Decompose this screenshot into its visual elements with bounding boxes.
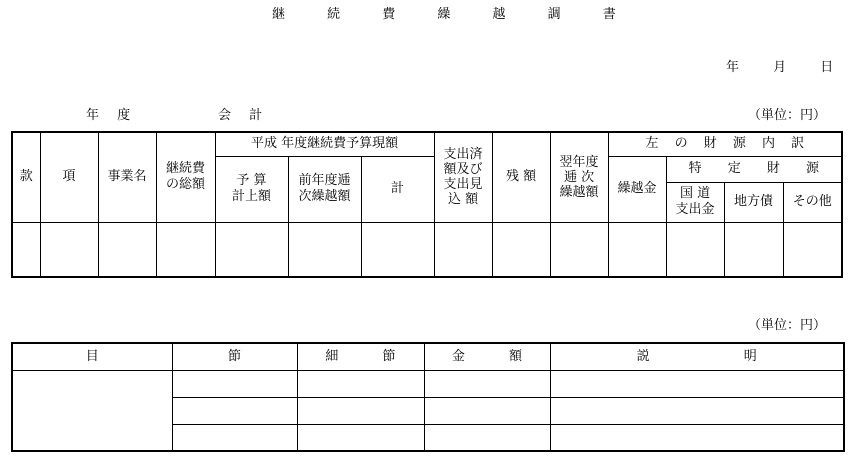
- document-title: 継 続 費 繰 越 調 書: [272, 7, 616, 22]
- header-sum: 計: [361, 156, 434, 222]
- cell-amount[interactable]: [424, 424, 550, 451]
- cell-item[interactable]: [12, 370, 172, 451]
- header-balance: 残 額: [492, 132, 550, 222]
- cell-total-amount[interactable]: [156, 222, 215, 277]
- header-next-year: 翌年度 逓 次 繰越額: [550, 132, 608, 222]
- header-budget-group: 平成 年度継続費予算現額: [215, 132, 434, 156]
- table-row: [12, 370, 844, 397]
- header-expenditure: 支出済 額及び 支出見 込 額: [434, 132, 492, 222]
- cell-local-bond[interactable]: [724, 222, 783, 277]
- header-specific-funding: 特 定 財 源: [666, 156, 842, 182]
- cell-balance[interactable]: [492, 222, 550, 277]
- cell-description[interactable]: [550, 370, 844, 397]
- cell-kan[interactable]: [12, 222, 40, 277]
- header-amount: 金 額: [424, 343, 550, 370]
- cell-section[interactable]: [172, 424, 297, 451]
- header-description: 説 明: [550, 343, 844, 370]
- cell-national-subsidy[interactable]: [666, 222, 724, 277]
- header-local-bond: 地方債: [724, 182, 783, 222]
- cell-project-name[interactable]: [98, 222, 156, 277]
- date-label: 年 月 日: [726, 60, 834, 75]
- cell-budget-planned[interactable]: [215, 222, 288, 277]
- header-other: その他: [783, 182, 842, 222]
- header-section: 節: [172, 343, 297, 370]
- unit-label-2: （単位：円）: [748, 318, 827, 333]
- carryover-table: [11, 131, 843, 278]
- cell-description[interactable]: [550, 424, 844, 451]
- cell-subsection[interactable]: [297, 370, 424, 397]
- cell-subsection[interactable]: [297, 397, 424, 424]
- header-item: 目: [12, 343, 172, 370]
- cell-section[interactable]: [172, 397, 297, 424]
- cell-other[interactable]: [783, 222, 842, 277]
- header-budget-planned: 予 算 計上額: [215, 156, 288, 222]
- header-national-subsidy: 国 道 支出金: [666, 182, 724, 222]
- cell-prior-year-carryover[interactable]: [288, 222, 361, 277]
- cell-amount[interactable]: [424, 397, 550, 424]
- header-kan: 款: [12, 132, 40, 222]
- fiscal-year-label: 年 度: [86, 108, 131, 123]
- header-total-amount: 継続費 の総額: [156, 132, 215, 222]
- header-funding-group: 左 の 財 源 内 訳: [608, 132, 842, 156]
- header-subsection: 細 節: [297, 343, 424, 370]
- header-carryover-funds: 繰越金: [608, 156, 666, 222]
- table-row: [12, 222, 842, 277]
- cell-carryover-funds[interactable]: [608, 222, 666, 277]
- cell-sum[interactable]: [361, 222, 434, 277]
- header-project-name: 事業名: [98, 132, 156, 222]
- unit-label: （単位：円）: [748, 108, 827, 123]
- cell-expenditure[interactable]: [434, 222, 492, 277]
- cell-section[interactable]: [172, 370, 297, 397]
- cell-kou[interactable]: [40, 222, 98, 277]
- detail-table: [11, 342, 845, 452]
- account-label: 会 計: [218, 108, 263, 123]
- header-kou: 項: [40, 132, 98, 222]
- cell-next-year[interactable]: [550, 222, 608, 277]
- cell-amount[interactable]: [424, 370, 550, 397]
- cell-description[interactable]: [550, 397, 844, 424]
- header-prior-year-carryover: 前年度逓 次繰越額: [288, 156, 361, 222]
- cell-subsection[interactable]: [297, 424, 424, 451]
